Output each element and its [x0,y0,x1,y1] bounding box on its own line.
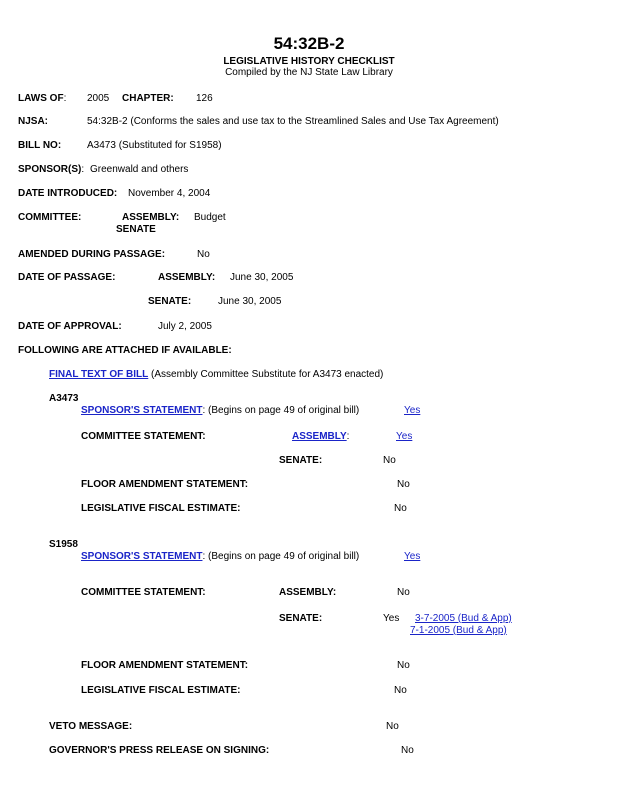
passage-assembly-value: June 30, 2005 [230,272,294,283]
s1958-sponsor-row [81,552,359,562]
a3473-fiscal-label: LEGISLATIVE FISCAL ESTIMATE: [81,503,241,514]
date-of-approval-value: July 2, 2005 [158,321,212,332]
committee-assembly-label: ASSEMBLY: [122,212,180,223]
date-of-passage-label: DATE OF PASSAGE: [18,272,116,283]
s1958-fiscal-label: LEGISLATIVE FISCAL ESTIMATE: [81,685,241,696]
a3473-assembly-row [292,432,349,442]
laws-of-colon: : [63,93,67,104]
sponsors-value: Greenwald and others [90,164,189,175]
bill-no-label: BILL NO: [18,140,62,151]
a3473-senate-label: SENATE: [279,455,323,466]
s1958-assembly-value: No [397,587,410,598]
sponsors-colon: : [81,164,85,175]
passage-senate-value: June 30, 2005 [218,296,282,307]
a3473-sponsor-statement-link[interactable]: SPONSOR'S STATEMENT [81,405,203,416]
final-text-row [49,370,383,380]
a3473-assembly-link[interactable]: ASSEMBLY [292,431,347,442]
a3473-sponsor-note: : (Begins on page 49 of original bill) [202,405,360,416]
a3473-floor-value: No [397,479,410,490]
a3473-committee-label: COMMITTEE STATEMENT: [81,431,206,442]
s1958-floor-label: FLOOR AMENDMENT STATEMENT: [81,660,249,671]
a3473-heading: A3473 [49,393,79,404]
s1958-senate-statement-link-1[interactable]: 3-7-2005 (Bud & App) [415,613,512,624]
date-of-approval-label: DATE OF APPROVAL: [18,321,122,332]
date-introduced-value: November 4, 2004 [128,188,211,199]
s1958-senate-value: Yes [383,613,400,624]
committee-label: COMMITTEE: [18,212,82,223]
a3473-senate-value: No [383,455,396,466]
veto-value: No [386,721,399,732]
amended-label: AMENDED DURING PASSAGE: [18,249,166,260]
checklist-subtitle: LEGISLATIVE HISTORY CHECKLIST [223,56,395,67]
a3473-sponsor-row [81,406,359,416]
s1958-sponsor-note: : (Begins on page 49 of original bill) [202,551,360,562]
s1958-sponsor-yes-link[interactable]: Yes [404,551,421,562]
chapter-value: 126 [196,93,213,104]
amended-value: No [197,249,210,260]
press-release-value: No [401,745,414,756]
a3473-floor-label: FLOOR AMENDMENT STATEMENT: [81,479,249,490]
passage-assembly-label: ASSEMBLY: [158,272,216,283]
page-title: 54:32B-2 [273,34,345,53]
laws-of-year: 2005 [87,93,110,104]
bill-no-value: A3473 (Substituted for S1958) [87,140,222,151]
committee-senate-label: SENATE [116,224,156,235]
a3473-assembly-yes-link[interactable]: Yes [396,431,413,442]
s1958-heading: S1958 [49,539,78,550]
compiled-by: Compiled by the NJ State Law Library [225,67,393,78]
laws-of-row [18,94,66,104]
s1958-sponsor-statement-link[interactable]: SPONSOR'S STATEMENT [81,551,203,562]
sponsors-label: SPONSOR(S) [18,164,82,175]
a3473-fiscal-value: No [394,503,407,514]
a3473-sponsor-yes-link[interactable]: Yes [404,405,421,416]
a3473-assembly-colon: : [346,431,350,442]
s1958-fiscal-value: No [394,685,407,696]
sponsors-row [18,165,84,175]
passage-senate-label: SENATE: [148,296,192,307]
s1958-senate-statement-link-2[interactable]: 7-1-2005 (Bud & App) [410,625,507,636]
laws-of-label: LAWS OF [18,93,64,104]
final-text-link[interactable]: FINAL TEXT OF BILL [49,369,149,380]
attached-heading: FOLLOWING ARE ATTACHED IF AVAILABLE: [18,345,232,356]
chapter-label: CHAPTER: [122,93,174,104]
committee-assembly-value: Budget [194,212,226,223]
s1958-floor-value: No [397,660,410,671]
s1958-assembly-label: ASSEMBLY: [279,587,337,598]
date-introduced-label: DATE INTRODUCED: [18,188,118,199]
s1958-committee-label: COMMITTEE STATEMENT: [81,587,206,598]
final-text-note: (Assembly Committee Substitute for A3473 enacted) [151,369,384,380]
njsa-label: NJSA: [18,116,49,127]
press-release-label: GOVERNOR'S PRESS RELEASE ON SIGNING: [49,745,270,756]
veto-label: VETO MESSAGE: [49,721,133,732]
njsa-value: 54:32B-2 (Conforms the sales and use tax to the Streamlined Sales and Use Tax Agreement) [87,116,499,127]
s1958-senate-label: SENATE: [279,613,323,624]
